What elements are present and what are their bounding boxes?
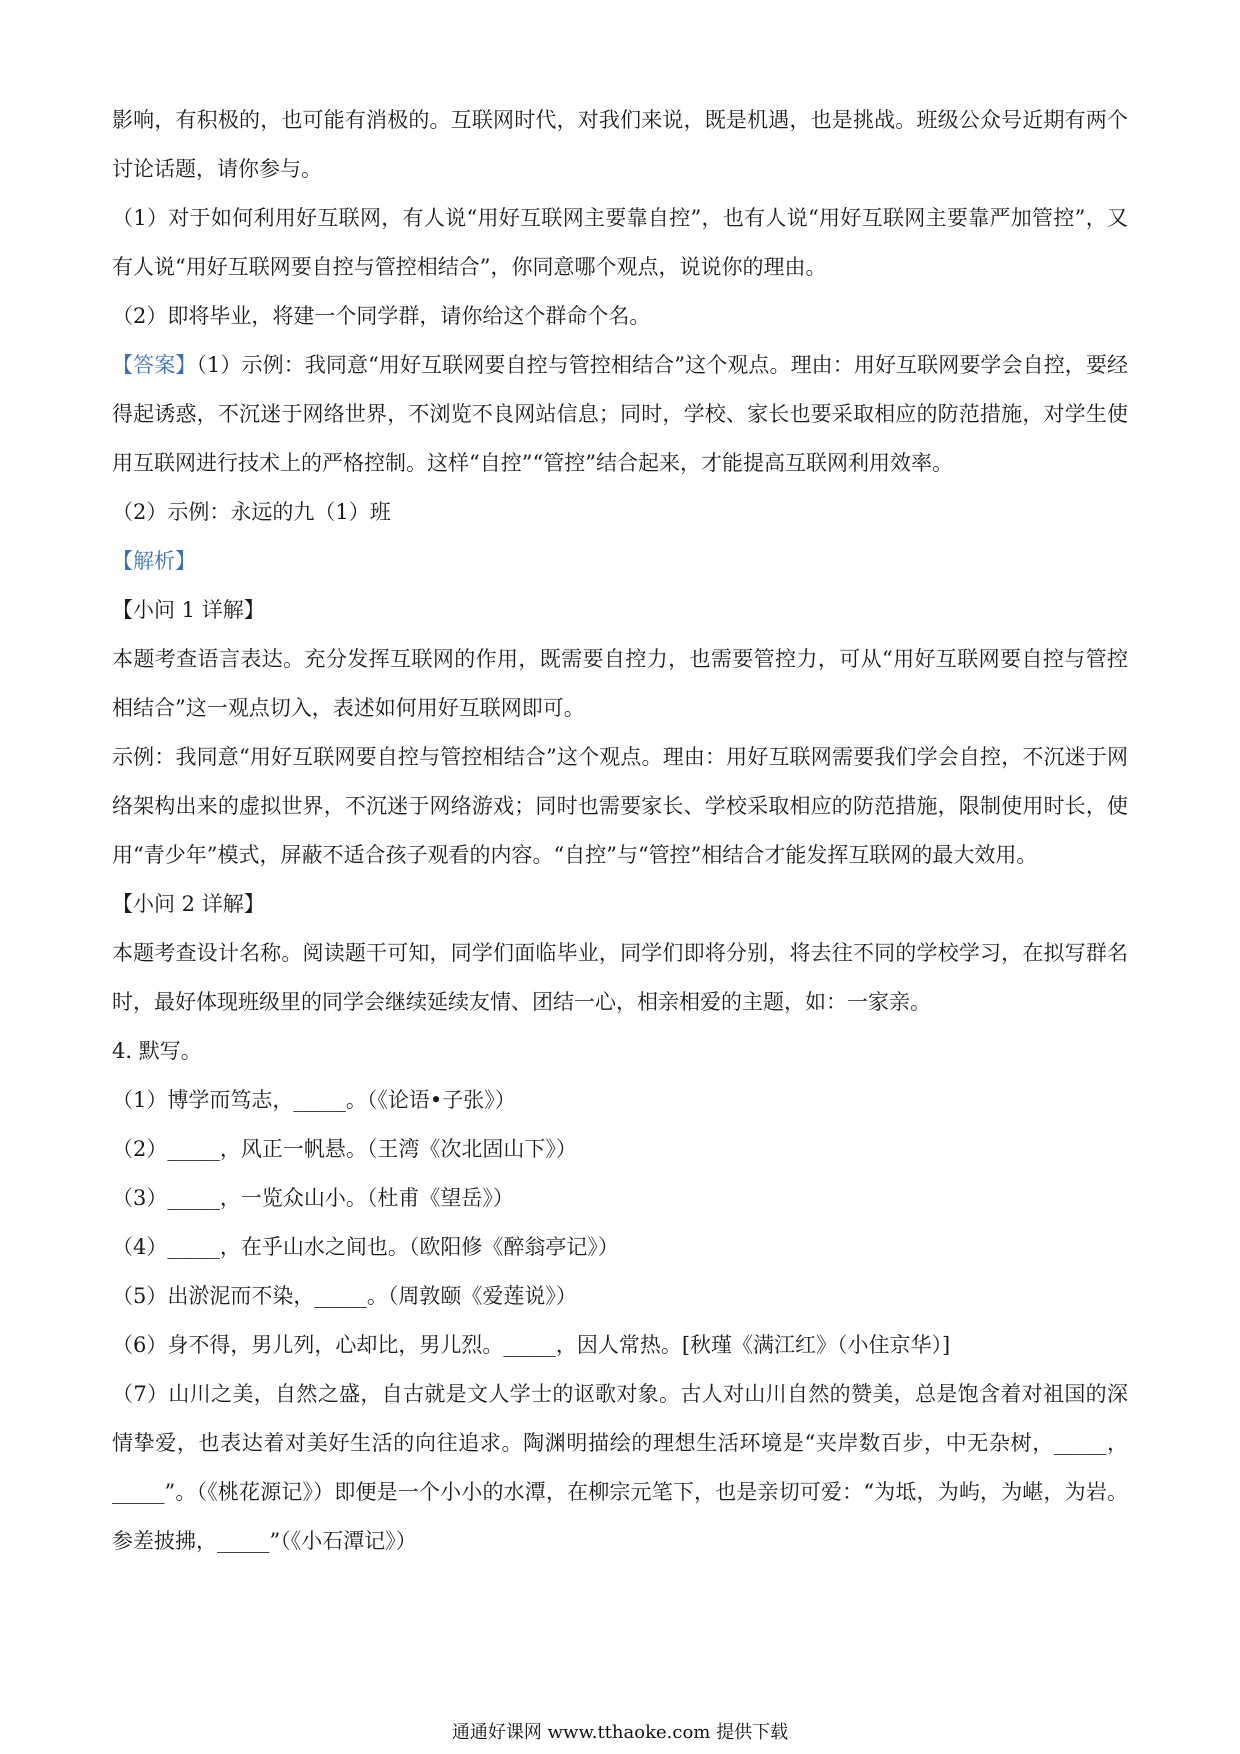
dictation-item-1: （1）博学而笃志，_____。（《论语•子张》） bbox=[112, 1088, 516, 1112]
document-body bbox=[112, 96, 1128, 1566]
dictation-item-5: （5）出淤泥而不染，_____。（周敦颐《爱莲说》） bbox=[112, 1284, 577, 1308]
dictation-item-4: （4）_____，在乎山水之间也。（欧阳修《醉翁亭记》） bbox=[112, 1235, 619, 1259]
intro-paragraph: 影响，有积极的，也可能有消极的。互联网时代，对我们来说，既是机遇，也是挑战。班级公众号近期有两个讨论话题，请你参与。 bbox=[112, 108, 1128, 181]
page-footer: 通通好课网 www.tthaoke.com 提供下载 bbox=[451, 1722, 789, 1743]
question-1: （1）对于如何利用好互联网，有人说“用好互联网主要靠自控”，也有人说“用好互联网主要靠严加管控”，又有人说“用好互联网要自控与管控相结合”，你同意哪个观点，说说你的理由。 bbox=[112, 206, 1128, 279]
question-4-title: 4. 默写。 bbox=[112, 1039, 202, 1063]
dictation-item-6: （6）身不得，男儿列，心却比，男儿烈。_____，因人常热。[秋瑾《满江红》（小住京华）] bbox=[112, 1333, 951, 1357]
sub-question-2-explanation: 本题考查设计名称。阅读题干可知，同学们面临毕业，同学们即将分别，将去往不同的学校学习，在拟写群名时，最好体现班级里的同学会继续延续友情、团结一心，相亲相爱的主题，如：一家亲。 bbox=[112, 941, 1128, 1014]
sub-question-1-title: 【小问 1 详解】 bbox=[112, 598, 265, 622]
dictation-item-7: （7）山川之美，自然之盛，自古就是文人学士的讴歌对象。古人对山川自然的赞美，总是饱含着对祖国的深情挚爱，也表达着对美好生活的向往追求。陶渊明描绘的理想生活环境是“夹岸数百步，中无杂树，_____，_____”。（《桃花源记》）即便是一个小小的水潭，在柳宗元笔下，也是亲切可爱：“为坻，为屿，为嵁，为岩。参差披拂，_____”（《小石潭记》） bbox=[112, 1382, 1128, 1553]
sub-question-1-explanation: 本题考查语言表达。充分发挥互联网的作用，既需要自控力，也需要管控力，可从“用好互联网要自控与管控相结合”这一观点切入，表述如何用好互联网即可。 bbox=[112, 647, 1128, 720]
analysis-tag: 【解析】 bbox=[112, 549, 196, 573]
answer-1: （1）示例：我同意“用好互联网要自控与管控相结合”这个观点。理由：用好互联网要学会自控，要经得起诱惑，不沉迷于网络世界，不浏览不良网站信息；同时，学校、家长也要采取相应的防范措施，对学生使用互联网进行技术上的严格控制。这样“自控”“管控”结合起来，才能提高互联网利用效率。 bbox=[112, 353, 1128, 475]
answer-paragraph bbox=[112, 341, 1128, 488]
answer-2: （2）示例：永远的九（1）班 bbox=[112, 500, 391, 524]
dictation-item-3: （3）_____，一览众山小。（杜甫《望岳》） bbox=[112, 1186, 514, 1210]
sub-question-1-example: 示例：我同意“用好互联网要自控与管控相结合”这个观点。理由：用好互联网需要我们学会自控，不沉迷于网络架构出来的虚拟世界，不沉迷于网络游戏；同时也需要家长、学校采取相应的防范措施，限制使用时长，使用“青少年”模式，屏蔽不适合孩子观看的内容。“自控”与“管控”相结合才能发挥互联网的最大效用。 bbox=[112, 745, 1128, 867]
sub-question-2-title: 【小问 2 详解】 bbox=[112, 892, 265, 916]
dictation-item-2: （2）_____，风正一帆悬。（王湾《次北固山下》） bbox=[112, 1137, 577, 1161]
answer-tag: 【答案】 bbox=[112, 353, 197, 377]
question-2: （2）即将毕业，将建一个同学群，请你给这个群命个名。 bbox=[112, 304, 651, 328]
